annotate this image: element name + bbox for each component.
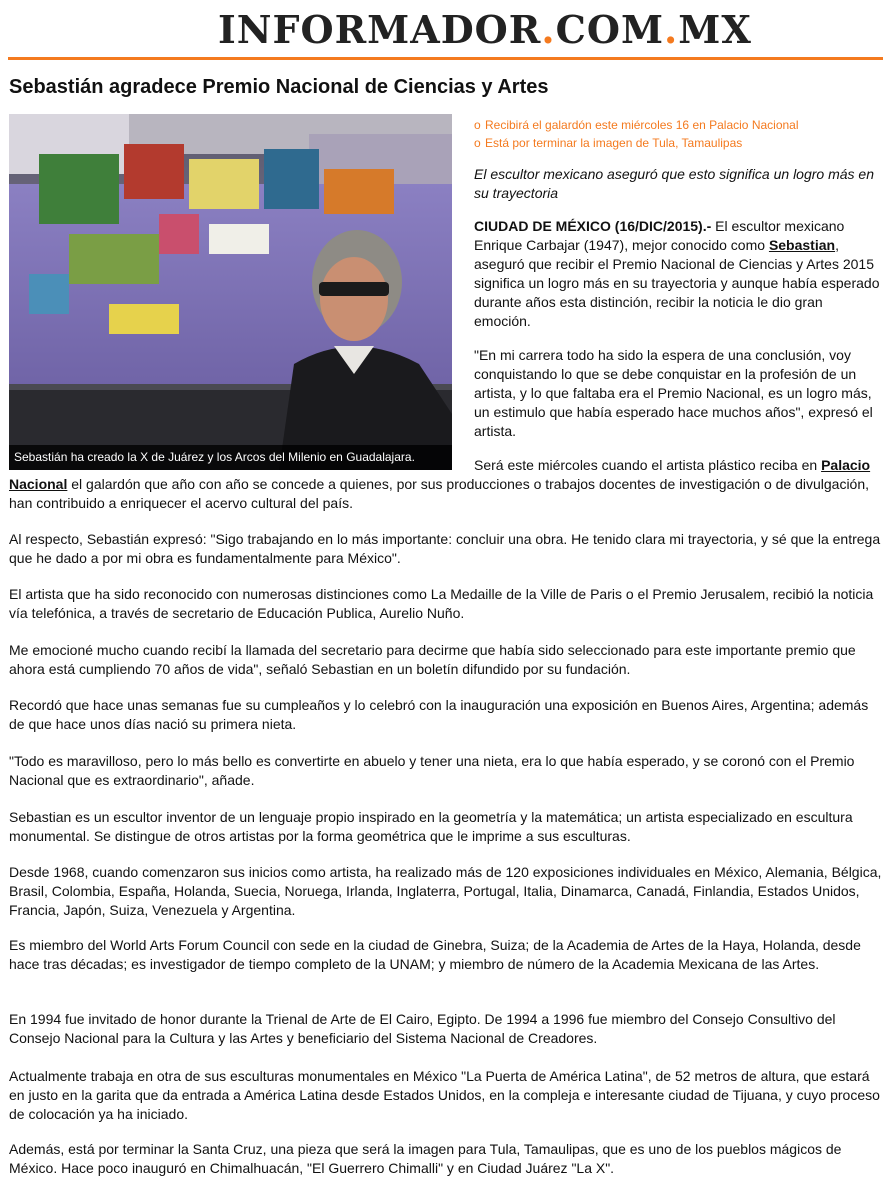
summary-item[interactable] [474, 116, 884, 134]
photo-caption: Sebastián ha creado la X de Juárez y los Arcos del Milenio en Guadalajara. [9, 445, 452, 470]
paragraph-2: "En mi carrera todo ha sido la espera de una conclusión, voy conquistando lo que se debe conquistar en la profesión de un artista, y lo que faltaba era el Premio Nacional, es un logro más, un estimulo que había esperado hace muchos años", expresó el artista. [474, 347, 873, 439]
paragraph: Me emocioné mucho cuando recibí la llamada del secretario para decirme que había sido seleccionado para este importante premio que ahora está cumpliendo 70 años de vida", señaló Sebastian en un boletín difundido por su fundación. [9, 642, 856, 677]
logo-text-left: INFORMADOR [218, 7, 542, 52]
logo-dot-2: . [664, 7, 679, 52]
dateline: CIUDAD DE MÉXICO (16/DIC/2015).- [474, 218, 712, 234]
paragraph: "Todo es maravilloso, pero lo más bello es convertirte en abuelo y tener una nieta, era lo que había esperado, y se coronó con el Premio Nacional que es extraordinario", añade. [9, 753, 855, 788]
logo-dot: . [541, 7, 556, 52]
photo-illustration [9, 114, 452, 470]
paragraph: Recordó que hace unas semanas fue su cumpleaños y lo celebró con la inauguración una exposición en Buenos Aires, Argentina; además de que hace unos días nació su primera nieta. [9, 697, 869, 732]
link-sebastian[interactable]: Sebastian [768, 237, 836, 253]
paragraph: El artista que ha sido reconocido con numerosas distinciones como La Medaille de la Ville de Paris o el Premio Jerusalem, recibió la noticia vía telefónica, a través de secretario de Educación Publica, Aurelio Nuño. [9, 586, 874, 621]
paragraph: Sebastian es un escultor inventor de un lenguaje propio inspirado en la geometría y la matemática; un artista especializado en escultura monumental. Se distingue de otros artistas por la forma geométrica que le imprime a sus esculturas. [9, 809, 853, 844]
paragraph: En 1994 fue invitado de honor durante la Trienal de Arte de El Cairo, Egipto. De 1994 a 1996 fue miembro del Consejo Consultivo del Consejo Nacional para la Cultura y las Artes y beneficiario del Sistema Nacional de Creadores. [9, 1011, 836, 1046]
site-logo[interactable] [218, 7, 752, 52]
paragraph-1 [474, 217, 882, 331]
paragraph-text: el galardón que año con año se concede a quienes, por sus producciones o trabajos docentes de investigación o de divulgación, han contribuido a enriquecer el acervo cultural del país. [9, 476, 870, 511]
summary-list [474, 116, 884, 152]
logo-text-right: MX [678, 7, 752, 52]
header-rule [8, 57, 883, 60]
paragraph: Además, está por terminar la Santa Cruz, una pieza que será la imagen para Tula, Tamaulipas, que es uno de los pueblos mágicos de México. Hace poco inauguró en Chimalhuacán, "El Guerrero Chimalli" y en Ciudad Juárez "La X". [9, 1141, 842, 1176]
article-photo [9, 114, 452, 470]
summary-item[interactable] [474, 134, 884, 152]
paragraph: Es miembro del World Arts Forum Council con sede en la ciudad de Ginebra, Suiza; de la Academia de Artes de la Haya, Holanda, desde hace tras décadas; es investigador de tiempo completo de la UNAM; y miembro de número de la Academia Mexicana de las Artes. [9, 937, 861, 972]
paragraph: Al respecto, Sebastián expresó: "Sigo trabajando en lo más importante: concluir una obra. He tenido clara mi trayectoria, y sé que la entrega que he dado a por mi obra es fundamentalmente para México". [9, 531, 881, 566]
link-palacio-nacional[interactable]: Palacio Nacional [9, 457, 871, 492]
paragraph-text: El escultor mexicano Enrique Carbajar (1947), mejor conocido como [474, 218, 845, 253]
summary-text: Recibirá el galardón este miércoles 16 en Palacio Nacional [485, 118, 799, 132]
masthead [0, 0, 891, 58]
paragraph: Actualmente trabaja en otra de sus esculturas monumentales en México "La Puerta de América Latina", de 52 metros de altura, que estará en justo en la garita que da entrada a América Latina desde Estados Unidos, en la compleja e interesante ciudad de Tijuana, y cuyo proceso de colocación ya ha iniciado. [9, 1068, 880, 1122]
paragraph-text: , aseguró que recibir el Premio Nacional de Ciencias y Artes 2015 significa un logro más en su trayectoria y aunque había esperado durante años esta distinción, recibir la noticia le dio gran emoción. [474, 237, 880, 329]
logo-text-mid: COM [555, 7, 665, 52]
bullet-icon: o [474, 136, 481, 150]
article-headline: Sebastián agradece Premio Nacional de Ciencias y Artes [9, 76, 549, 98]
bullet-icon: o [474, 118, 481, 132]
paragraph: Desde 1968, cuando comenzaron sus inicios como artista, ha realizado más de 120 exposiciones individuales en México, Alemania, Bélgica, Brasil, Colombia, España, Holanda, Suecia, Noruega, Irlanda, Inglaterra, Portugal, Italia, Dinamarca, Canadá, Finlandia, Estados Unidos, Francia, Japón, Suiza, Venezuela y Argentina. [9, 864, 882, 918]
article-lede: El escultor mexicano aseguró que esto significa un logro más en su trayectoria [474, 166, 874, 201]
summary-text: Está por terminar la imagen de Tula, Tamaulipas [485, 136, 743, 150]
paragraph-3 [9, 456, 883, 513]
paragraph-text: Será este miércoles cuando el artista plástico reciba en [474, 457, 822, 473]
